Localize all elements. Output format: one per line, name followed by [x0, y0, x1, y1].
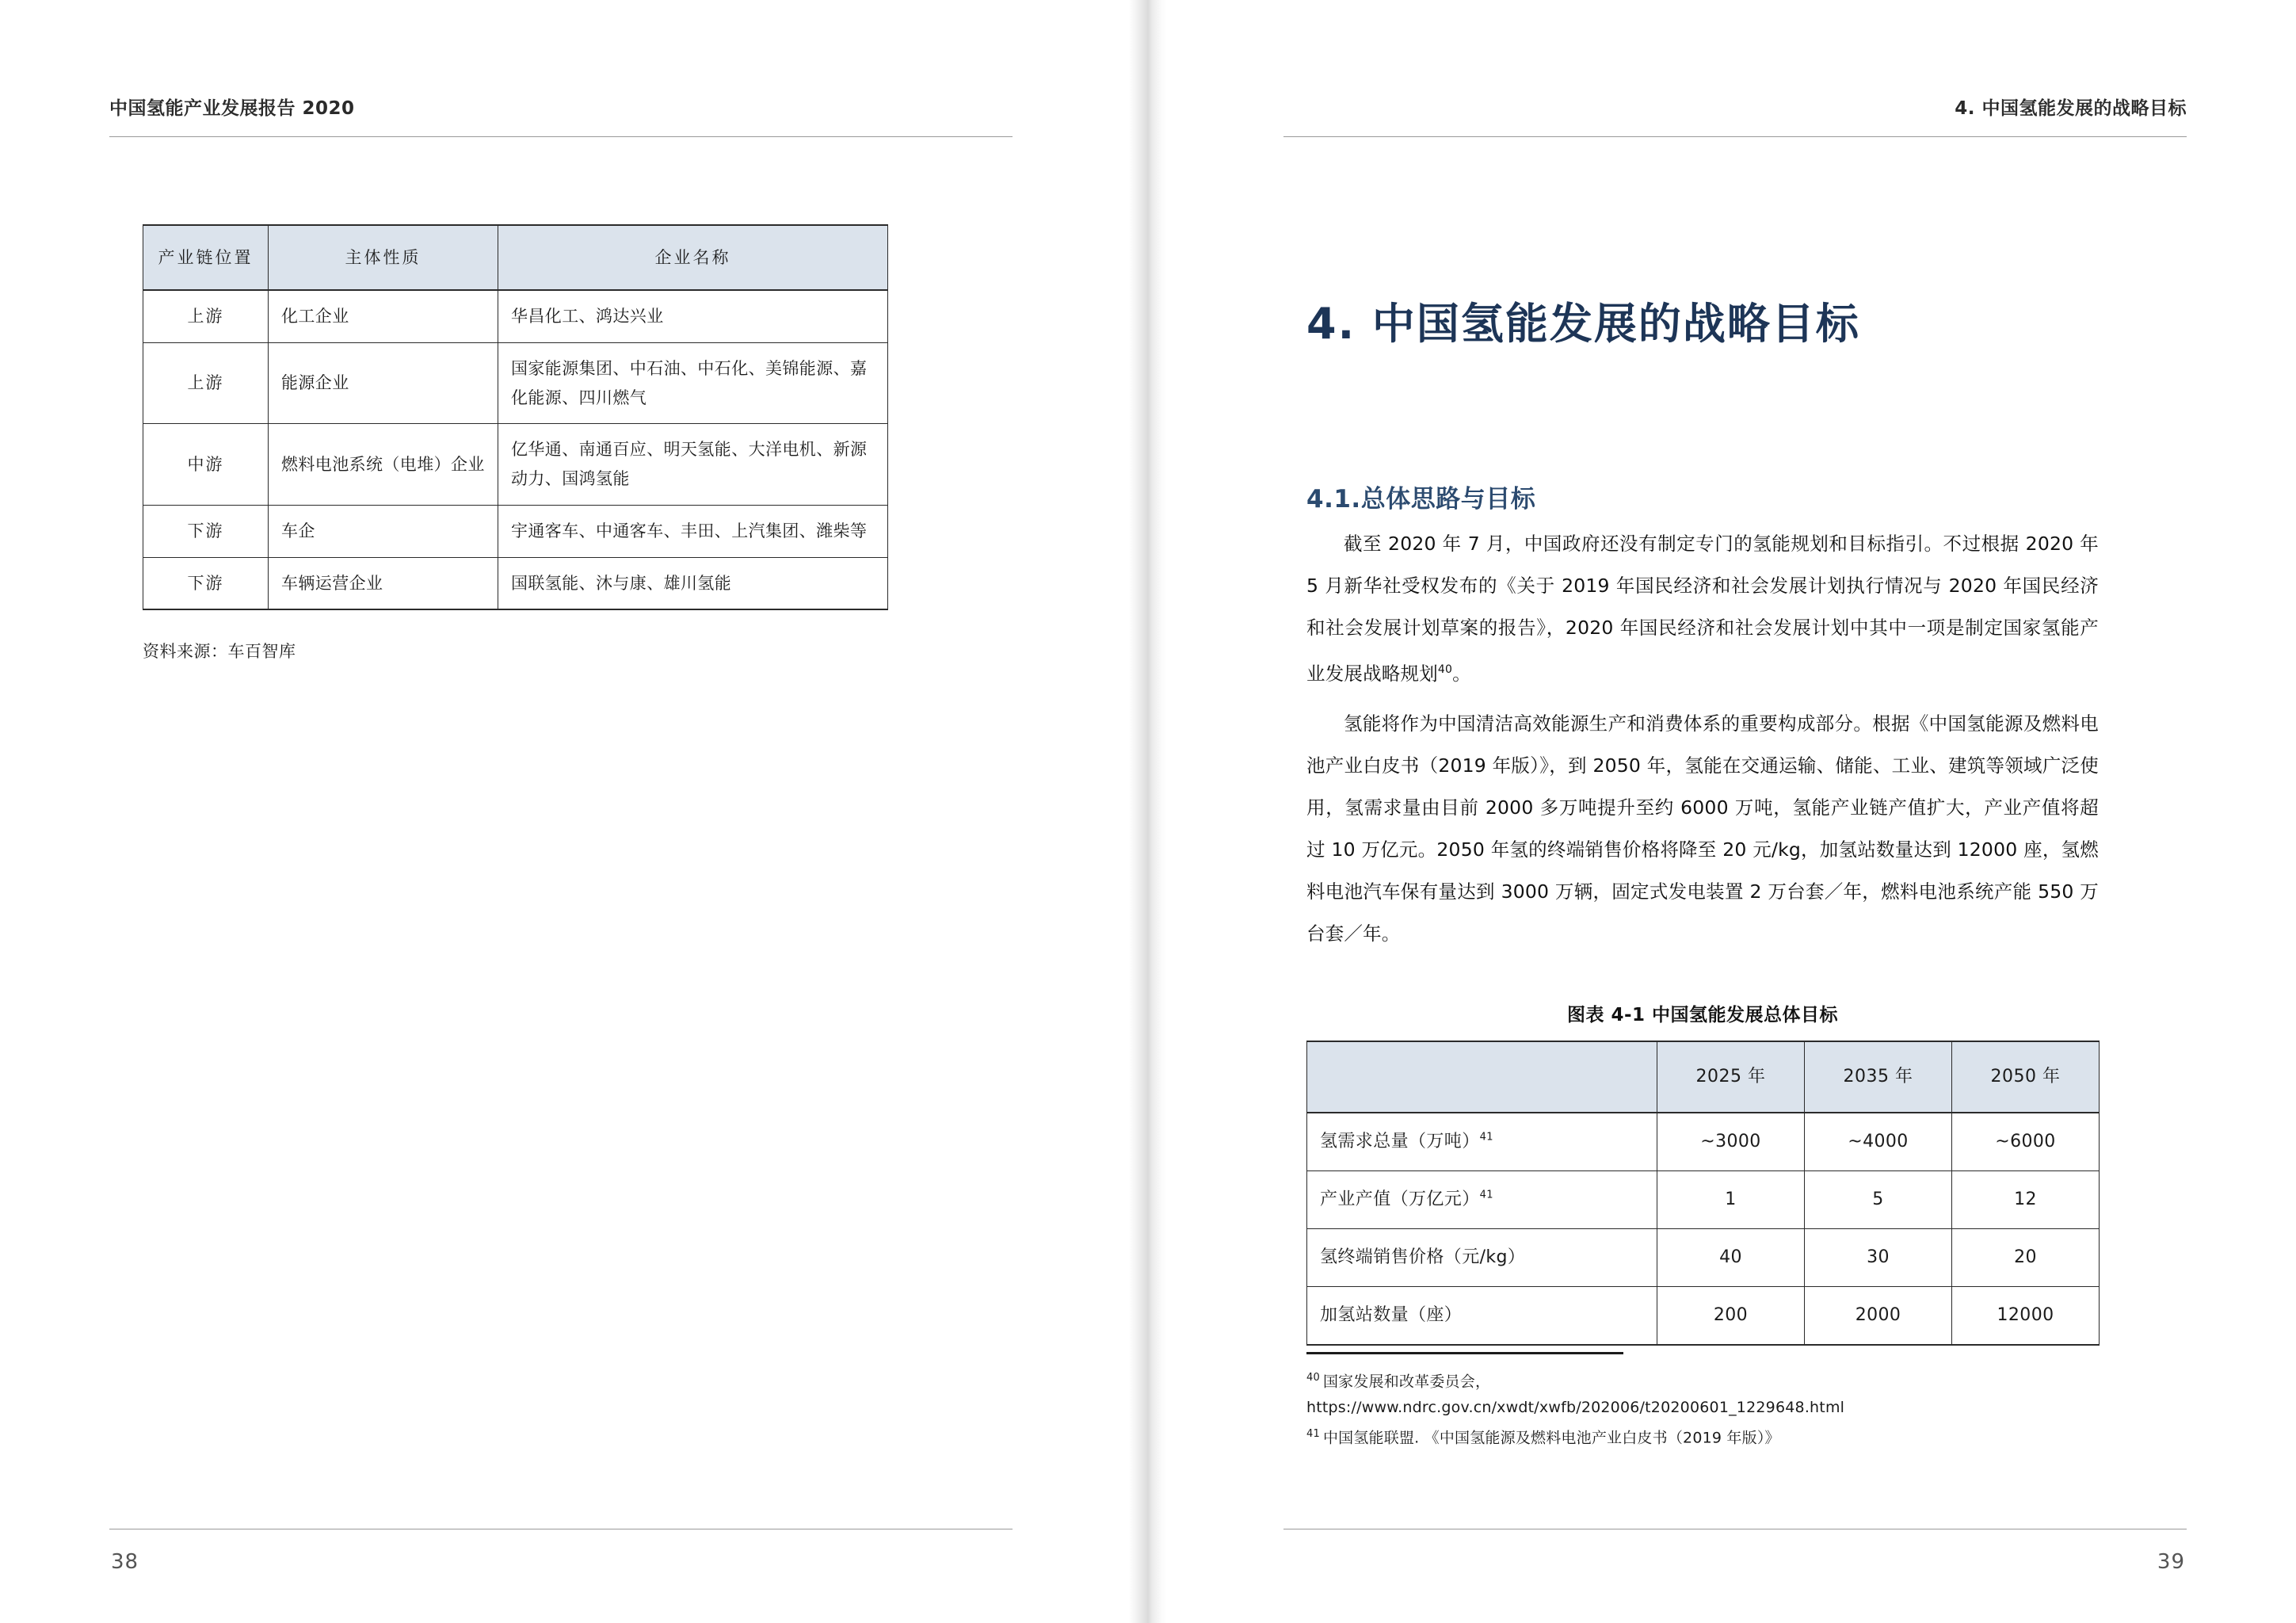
- section-title: 4.1.总体思路与目标: [1306, 484, 1536, 514]
- header-rule-left: [109, 136, 1013, 137]
- right-page: [1167, 0, 2296, 1623]
- cell-value-2050: ~6000: [1952, 1113, 2100, 1171]
- cell-companies: 宇通客车、中通客车、丰田、上汽集团、潍柴等: [498, 505, 888, 557]
- cell-value-2050: 20: [1952, 1229, 2100, 1287]
- table-header-row: [1307, 1041, 2100, 1113]
- cell-metric-label: 氢需求总量（万吨）: [1320, 1131, 1480, 1151]
- figure-caption: 图表 4-1 中国氢能发展总体目标: [1566, 1005, 1839, 1025]
- table-row: [1307, 1113, 2100, 1171]
- footnote-ref-41: 41: [1479, 1131, 1493, 1144]
- table-header-row: [143, 225, 888, 290]
- cell-companies: 国家能源集团、中石油、中石化、美锦能源、嘉化能源、四川燃气: [498, 342, 888, 424]
- footnote-ref-40: 40: [1437, 663, 1453, 676]
- cell-position: 上游: [143, 290, 269, 342]
- table-source-note: 资料来源：车百智库: [143, 642, 296, 661]
- cell-companies: 亿华通、南通百应、明天氢能、大洋电机、新源动力、国鸿氢能: [498, 424, 888, 506]
- cell-position: 上游: [143, 342, 269, 424]
- cell-metric-label: 氢终端销售价格（元/kg）: [1320, 1247, 1526, 1267]
- table-row: [1307, 1287, 2100, 1346]
- table-row: [1307, 1171, 2100, 1229]
- cell-companies: 华昌化工、鸿达兴业: [498, 290, 888, 342]
- cell-value-2035: 30: [1805, 1229, 1952, 1287]
- col-header-2025: 2025 年: [1657, 1041, 1805, 1113]
- paragraph-1-text: 截至 2020 年 7 月，中国政府还没有制定专门的氢能规划和目标指引。不过根据 2020 年 5 月新华社受权发布的《关于 2019 年国民经济和社会发展计划执行情况与 2020 年国民经济和社会发展计划草案的报告》，2020 年国民经济和社会发展计划中其中一项是制定国家氢能产业发展战略规划: [1306, 533, 2099, 685]
- footnote-mark-40: 40: [1306, 1372, 1320, 1384]
- cell-nature: 能源企业: [269, 342, 498, 424]
- paragraph-1: [1306, 523, 2099, 695]
- table-row: [143, 557, 888, 609]
- book-gutter: [1129, 0, 1167, 1623]
- cell-companies: 国联氢能、沐与康、雄川氢能: [498, 557, 888, 609]
- cell-metric: [1307, 1113, 1657, 1171]
- cell-metric-label: 产业产值（万亿元）: [1320, 1189, 1480, 1209]
- cell-nature: 化工企业: [269, 290, 498, 342]
- footnote-41-text: 中国氢能联盟. 《中国氢能源及燃料电池产业白皮书（2019 年版）》: [1322, 1429, 1780, 1447]
- col-header-2035: 2035 年: [1805, 1041, 1952, 1113]
- footnotes-block: [1306, 1365, 2107, 1452]
- cell-metric: [1307, 1287, 1657, 1346]
- footnote-separator-rule: [1306, 1352, 1623, 1354]
- cell-metric: [1307, 1229, 1657, 1287]
- footnote-40: [1306, 1365, 2107, 1395]
- col-header-metric: [1307, 1041, 1657, 1113]
- targets-table: [1306, 1041, 2100, 1346]
- col-header-nature: 主体性质: [269, 225, 498, 290]
- table-row: [143, 505, 888, 557]
- footnote-mark-41: 41: [1306, 1428, 1320, 1441]
- cell-value-2025: 200: [1657, 1287, 1805, 1346]
- footnote-41: [1306, 1421, 2107, 1451]
- table-row: [1307, 1229, 2100, 1287]
- col-header-position: 产业链位置: [143, 225, 269, 290]
- cell-value-2025: 1: [1657, 1171, 1805, 1229]
- paragraph-2: 氢能将作为中国清洁高效能源生产和消费体系的重要构成部分。根据《中国氢能源及燃料电池产业白皮书（2019 年版）》，到 2050 年，氢能在交通运输、储能、工业、建筑等领域广泛使用，氢需求量由目前 2000 多万吨提升至约 6000 万吨，氢能产业链产值扩大，产业产值将超过 10 万亿元。2050 年氢的终端销售价格将降至 20 元/kg，加氢站数量达到 12000 座，氢燃料电池汽车保有量达到 3000 万辆，固定式发电装置 2 万台套／年，燃料电池系统产能 550 万台套／年。: [1306, 712, 2099, 945]
- cell-nature: 车辆运营企业: [269, 557, 498, 609]
- value-chain-table-container: [143, 224, 887, 610]
- cell-value-2035: 5: [1805, 1171, 1952, 1229]
- body-text-column: [1306, 523, 2099, 963]
- running-head-right: 4. 中国氢能发展的战略目标: [1955, 98, 2187, 119]
- running-head-left: 中国氢能产业发展报告 2020: [109, 98, 355, 119]
- footnote-40-url: https://www.ndrc.gov.cn/xwdt/xwfb/202006/t20200601_1229648.html: [1306, 1399, 1845, 1417]
- cell-nature: 车企: [269, 505, 498, 557]
- footnote-ref-41: 41: [1479, 1189, 1493, 1201]
- cell-position: 下游: [143, 557, 269, 609]
- value-chain-table: [143, 224, 888, 610]
- cell-metric: [1307, 1171, 1657, 1229]
- paragraph-1-tail: 。: [1452, 662, 1471, 685]
- cell-value-2050: 12000: [1952, 1287, 2100, 1346]
- cell-position: 下游: [143, 505, 269, 557]
- page-number-left: 38: [111, 1550, 139, 1574]
- table-row: [143, 424, 888, 506]
- table-row: [143, 342, 888, 424]
- cell-nature: 燃料电池系统（电堆）企业: [269, 424, 498, 506]
- cell-value-2025: ~3000: [1657, 1113, 1805, 1171]
- table-row: [143, 290, 888, 342]
- chapter-title: 4. 中国氢能发展的战略目标: [1306, 299, 1860, 349]
- cell-value-2035: ~4000: [1805, 1113, 1952, 1171]
- col-header-companies: 企业名称: [498, 225, 888, 290]
- cell-metric-label: 加氢站数量（座）: [1320, 1304, 1463, 1325]
- footnote-40-text: 国家发展和改革委员会，: [1322, 1373, 1491, 1391]
- left-page: [0, 0, 1129, 1623]
- header-rule-right: [1283, 136, 2187, 137]
- col-header-2050: 2050 年: [1952, 1041, 2100, 1113]
- cell-position: 中游: [143, 424, 269, 506]
- cell-value-2035: 2000: [1805, 1287, 1952, 1346]
- targets-table-container: [1306, 1041, 2099, 1346]
- cell-value-2025: 40: [1657, 1229, 1805, 1287]
- cell-value-2050: 12: [1952, 1171, 2100, 1229]
- page-number-right: 39: [2157, 1550, 2185, 1574]
